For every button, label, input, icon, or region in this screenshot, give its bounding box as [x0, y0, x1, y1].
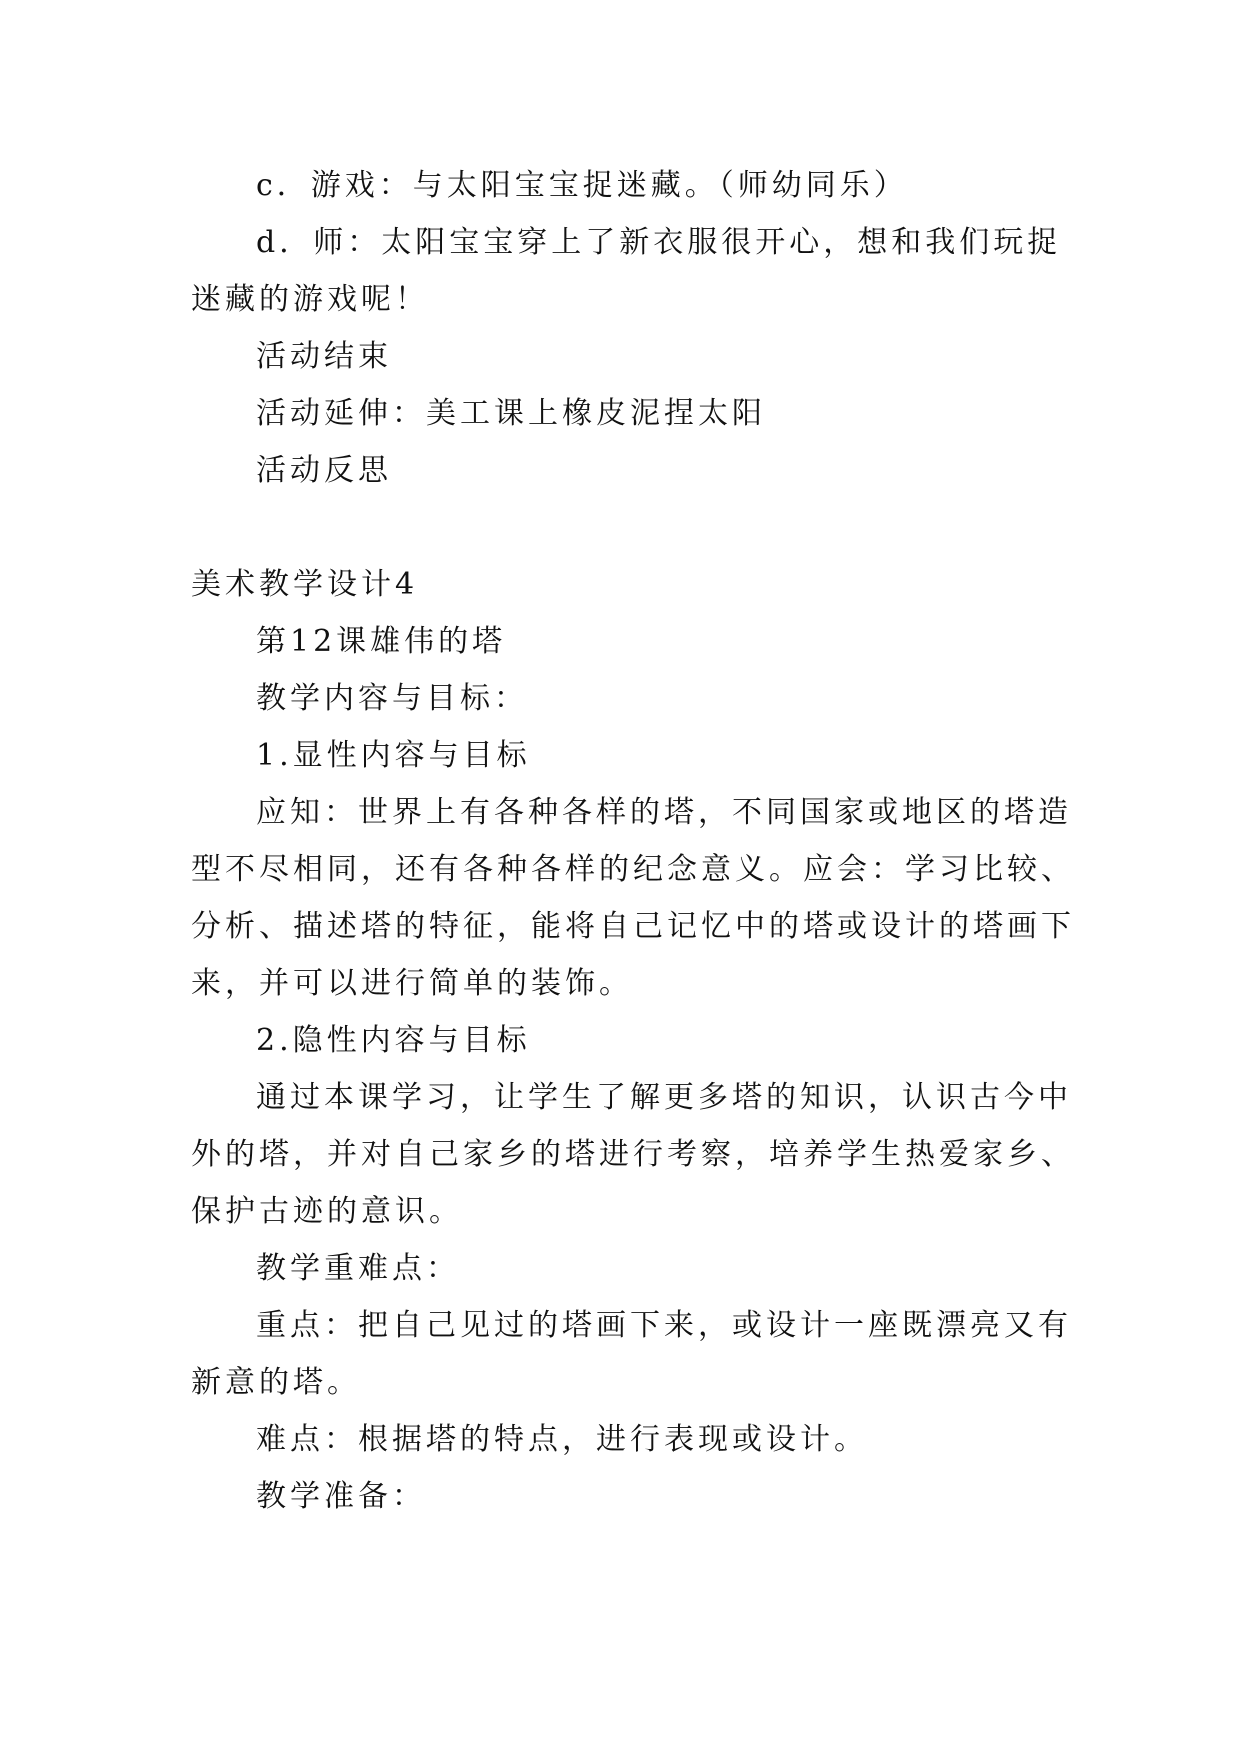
- section-title: 美术教学设计4: [191, 567, 419, 602]
- teaching-preparation-heading: 教学准备：: [256, 1479, 426, 1514]
- lesson-title: 第12课雄伟的塔: [256, 624, 507, 659]
- activity-end: 活动结束: [256, 339, 392, 374]
- key-difficulties-heading: 教学重难点：: [256, 1251, 460, 1286]
- teacher-step-d-continued: 迷藏的游戏呢！: [191, 282, 429, 317]
- implicit-goals-heading: 2.隐性内容与目标: [256, 1023, 531, 1058]
- explicit-goals-heading: 1.显性内容与目标: [256, 738, 531, 773]
- key-point-line-2: 新意的塔。: [191, 1365, 361, 1400]
- game-step-c: c．游戏：与太阳宝宝捉迷藏。（师幼同乐）: [256, 168, 908, 203]
- teaching-goals-heading: 教学内容与目标：: [256, 681, 528, 716]
- activity-reflection: 活动反思: [256, 453, 392, 488]
- explicit-goals-paragraph-line-4: 来，并可以进行简单的装饰。: [191, 966, 633, 1001]
- implicit-goals-paragraph-line-1: 通过本课学习，让学生了解更多塔的知识，认识古今中: [256, 1080, 1072, 1115]
- implicit-goals-paragraph-line-3: 保护古迹的意识。: [191, 1194, 463, 1229]
- difficulty-point: 难点：根据塔的特点，进行表现或设计。: [256, 1422, 868, 1457]
- explicit-goals-paragraph-line-1: 应知：世界上有各种各样的塔，不同国家或地区的塔造: [256, 795, 1072, 830]
- explicit-goals-paragraph-line-3: 分析、描述塔的特征，能将自己记忆中的塔或设计的塔画下: [191, 909, 1075, 944]
- teacher-step-d: d．师：太阳宝宝穿上了新衣服很开心，想和我们玩捉: [256, 225, 1062, 260]
- implicit-goals-paragraph-line-2: 外的塔，并对自己家乡的塔进行考察，培养学生热爱家乡、: [191, 1137, 1075, 1172]
- explicit-goals-paragraph-line-2: 型不尽相同，还有各种各样的纪念意义。应会：学习比较、: [191, 852, 1075, 887]
- key-point-line-1: 重点：把自己见过的塔画下来，或设计一座既漂亮又有: [256, 1308, 1072, 1343]
- activity-extension: 活动延伸：美工课上橡皮泥捏太阳: [256, 396, 766, 431]
